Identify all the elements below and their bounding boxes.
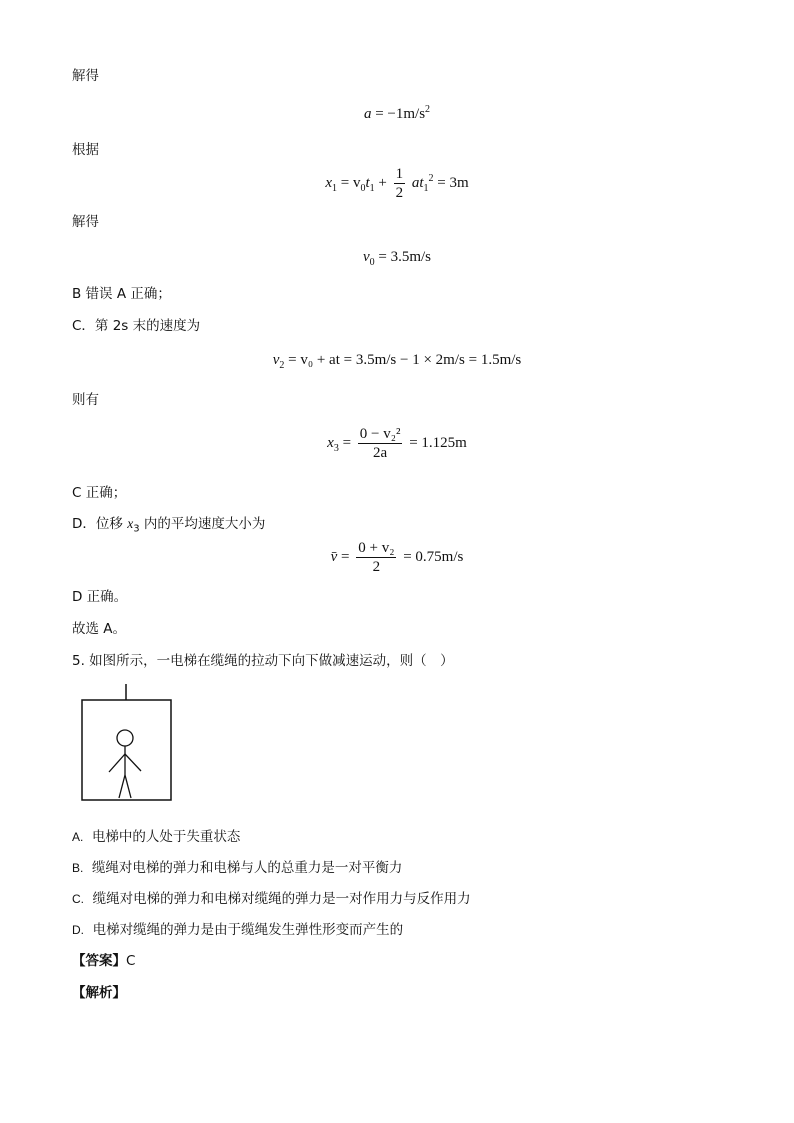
equation-acceleration: $a = -1m/s^2$: [363, 104, 431, 122]
elevator-figure: [78, 682, 178, 804]
text-c-intro: C．第 2s 末的速度为: [72, 318, 201, 334]
equation-v2: $v_2 = v_0$ + at = 3.5m/s − 1 × 2m/s = 1.5m/s: [272, 352, 522, 371]
answer-line: [72, 952, 135, 970]
text-choose: 故选 A。: [72, 621, 127, 637]
text-b-wrong: B 错误 A 正确；: [72, 286, 171, 302]
text-d-intro: D．位移 $x_3$ 内的平均速度大小为: [72, 516, 266, 535]
person-icon: [109, 730, 141, 798]
text-jiede-2: 解得: [72, 214, 99, 230]
text-d-correct: D 正确。: [72, 589, 128, 605]
answer-label: 【答案】: [72, 953, 126, 969]
text-genju: 根据: [72, 142, 99, 158]
answer-value: C: [126, 953, 136, 969]
text-c-correct: C 正确；: [72, 485, 127, 501]
equation-x3: $x_3$ = $\frac{\text{0 − v₂²}}{2a}$ = 1.125m: [327, 426, 467, 461]
option-d: D. 电梯对缆绳的弹力是由于缆绳发生弹性形变而产生的: [72, 922, 404, 938]
text-jiede-1: 解得: [72, 68, 99, 84]
equation-average-velocity: v̄ = $\frac{\text{0 + v₂}}{2}$ = 0.75m/s: [330, 540, 464, 575]
elevator-car: [82, 700, 171, 800]
text-zeyou: 则有: [72, 392, 99, 408]
question-stem: 5. 如图所示，一电梯在缆绳的拉动下向下做减速运动，则（ ）: [72, 653, 454, 669]
equation-v0: $v_0 = 3.5m/s$: [362, 249, 432, 268]
option-b: B. 缆绳对电梯的弹力和电梯与人的总重力是一对平衡力: [72, 860, 403, 876]
option-c: C. 缆绳对电梯的弹力和电梯对缆绳的弹力是一对作用力与反作用力: [72, 891, 471, 907]
equation-displacement-x1: $x_1 = v_0t_1$ + $\frac{1}{2}$ $at_1^2 = 3m$: [325, 166, 469, 201]
option-a: A. 电梯中的人处于失重状态: [72, 829, 241, 845]
analysis-label: 【解析】: [72, 985, 126, 1001]
